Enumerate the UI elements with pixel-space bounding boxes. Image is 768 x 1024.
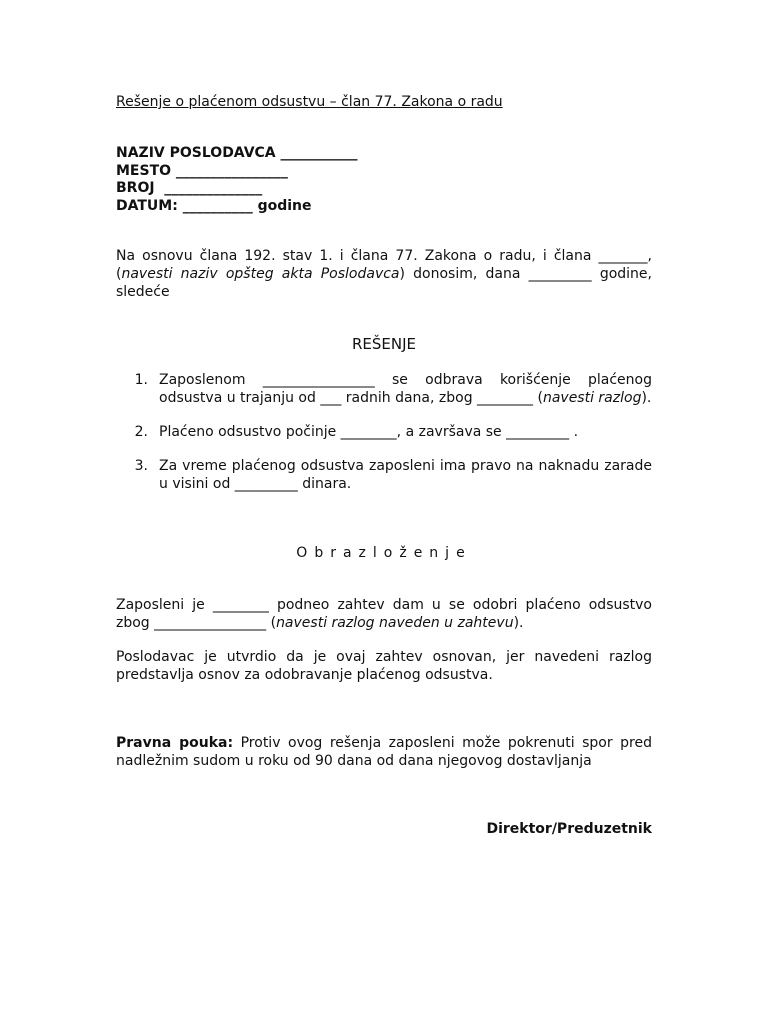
place-line: MESTO ________________ [116, 162, 288, 179]
list-item [116, 371, 652, 407]
item-text-start: Zaposlenom ________________ se odbrava korišćenje plaćenog odsustva u trajanju od ___ radnih dana, zbog ________ ( [159, 372, 652, 406]
legal-notice-text: Protiv ovog rešenja zaposleni može pokrenuti spor pred nadležnim sudom u roku od 90 dana od dana njegovog dostavljanja [116, 735, 652, 769]
resenje-heading: REŠENJE [351, 335, 417, 353]
explanation-text-end: ). [513, 615, 524, 631]
signature-label: Direktor/Preduzetnik [486, 821, 652, 837]
number-line: BROJ ______________ [116, 180, 263, 196]
list-item-number: 3. [134, 458, 148, 474]
intro-italic-text: navesti naziv opšteg akta Poslodavca [121, 266, 400, 282]
list-item-number: 2. [134, 424, 148, 440]
explanation-paragraph-2: Poslodavac je utvrdio da je ovaj zahtev osnovan, jer navedeni razlog predstavlja osnov za odobravanje plaćenog odsustva. [116, 649, 652, 683]
list-item-text: Za vreme plaćenog odsustva zaposleni ima pravo na naknadu zarade u visini od _________ dinara. [159, 458, 652, 492]
list-item [116, 457, 652, 493]
document-title: Rešenje o plaćenom odsustvu – član 77. Zakona o radu [116, 94, 503, 110]
list-item [116, 423, 652, 441]
item-text-end: ). [641, 390, 652, 406]
employer-name-line: NAZIV POSLODAVCA ___________ [116, 145, 358, 161]
date-line: DATUM: __________ godine [116, 197, 312, 214]
list-item-text: Plaćeno odsustvo počinje ________, a završava se _________ . [159, 424, 579, 440]
item-italic-text: navesti razlog [542, 390, 642, 406]
intro-text-start: Na osnovu člana 192. stav 1. i člana 77. Zakona o radu, i člana _______, ( [116, 248, 652, 282]
decision-list [116, 371, 652, 509]
employer-header-block [116, 145, 652, 215]
legal-notice-label: Pravna pouka: [116, 735, 234, 751]
explanation-italic-text: navesti razlog naveden u zahtevu [276, 615, 514, 631]
explanation-text-start: Zaposleni je ________ podneo zahtev dam u se odobri plaćeno odsustvo zbog ________________ ( [116, 597, 652, 631]
list-item-number: 1. [134, 372, 148, 388]
legal-notice-paragraph [116, 734, 652, 770]
explanation-paragraph-1 [116, 596, 652, 632]
intro-paragraph [116, 247, 652, 301]
obrazlozenje-heading: Obrazloženje [296, 545, 472, 561]
intro-text-end: ) donosim, dana _________ godine, sledeće [116, 266, 652, 300]
list-item-text [159, 371, 652, 407]
